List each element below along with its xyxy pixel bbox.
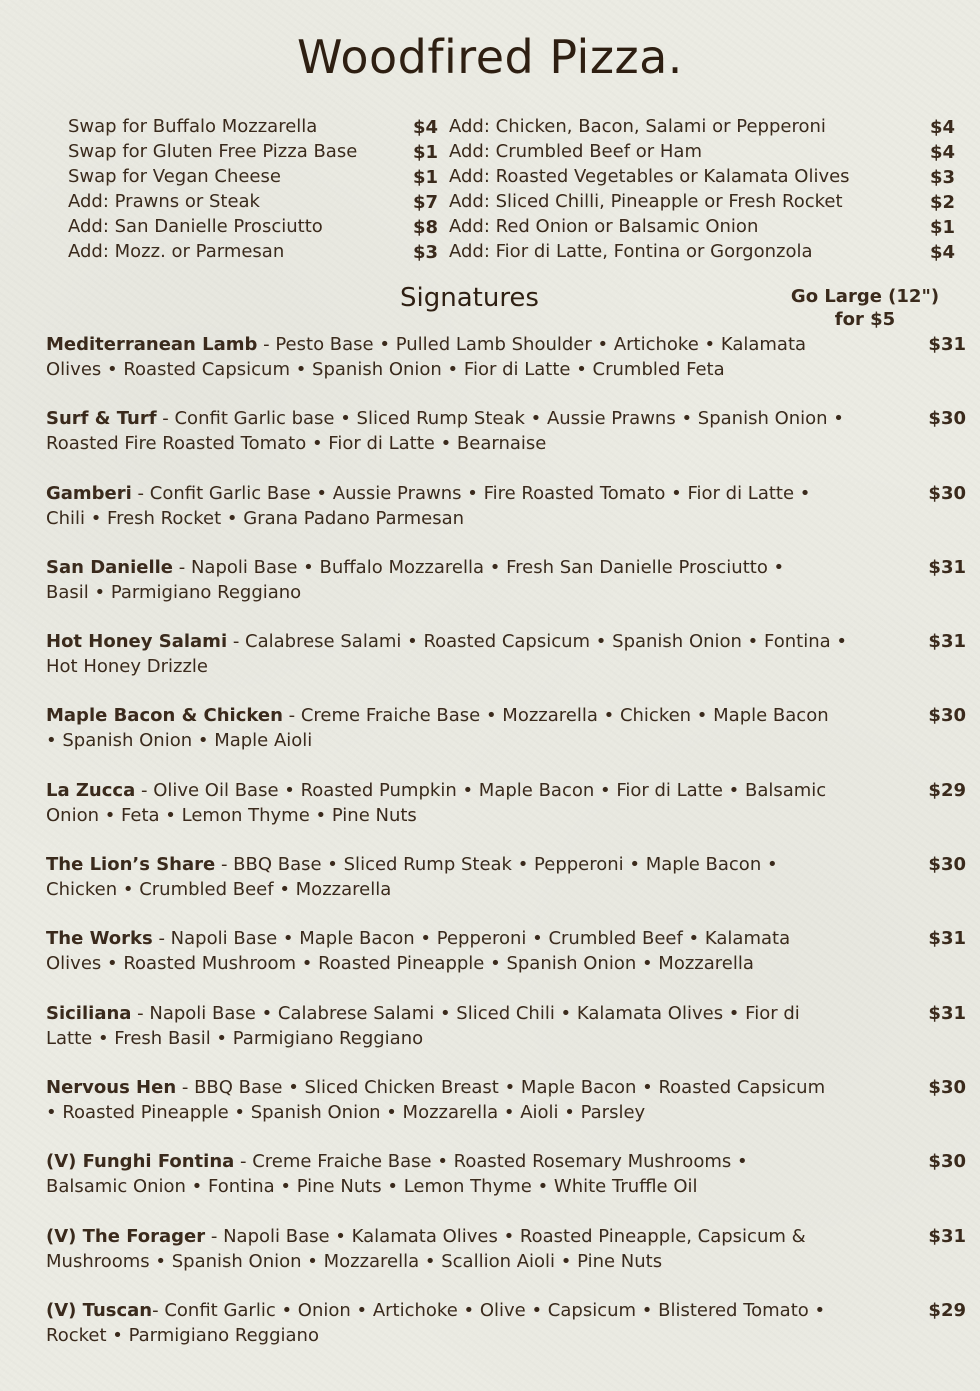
pizza-item <box>46 406 970 480</box>
pizza-price: $30 <box>928 1151 966 1173</box>
pizza-name: The Lion’s Share <box>46 854 216 876</box>
extra-price: $1 <box>412 167 438 188</box>
pizza-item <box>46 332 970 406</box>
extra-label: Add: San Danielle Prosciutto <box>68 216 323 237</box>
pizza-item <box>46 629 970 703</box>
pizza-toppings-line2: Olives • Roasted Mushroom • Roasted Pineapple • Spanish Onion • Mozzarella <box>46 953 754 975</box>
extra-label: Swap for Gluten Free Pizza Base <box>68 141 358 162</box>
pizza-toppings-line2: Hot Honey Drizzle <box>46 656 208 678</box>
pizza-price: $30 <box>928 482 966 504</box>
pizza-toppings-line2: Chicken • Crumbled Beef • Mozzarella <box>46 879 392 901</box>
pizza-toppings-line2: Mushrooms • Spanish Onion • Mozzarella • Scallion Aioli • Pine Nuts <box>46 1250 663 1272</box>
extra-row <box>449 214 955 239</box>
pizza-name: La Zucca <box>46 779 136 801</box>
pizza-toppings-line2: Onion • Feta • Lemon Thyme • Pine Nuts <box>46 804 417 826</box>
pizza-price: $31 <box>928 928 966 950</box>
pizza-name: (V) Funghi Fontina <box>46 1151 235 1173</box>
go-large-line: for $5 <box>834 309 896 330</box>
pizza-toppings-line2: Chili • Fresh Rocket • Grana Padano Parmesan <box>46 507 465 529</box>
pizza-name: Surf & Turf <box>46 408 157 430</box>
pizza-name: Hot Honey Salami <box>46 631 228 653</box>
extra-price: $7 <box>412 192 438 213</box>
extra-label: Add: Crumbled Beef or Ham <box>449 141 702 162</box>
pizza-price: $31 <box>928 334 966 355</box>
pizza-description <box>46 703 904 753</box>
pizza-price: $31 <box>928 1002 966 1024</box>
extra-label: Add: Prawns or Steak <box>68 191 260 212</box>
pizza-item <box>46 1001 970 1075</box>
pizza-description <box>46 629 904 679</box>
pizza-toppings-line1: - Pesto Base • Pulled Lamb Shoulder • Artichoke • Kalamata <box>257 334 807 355</box>
extra-row <box>68 139 438 164</box>
pizza-toppings-line1: - Napoli Base • Calabrese Salami • Sliced Chili • Kalamata Olives • Fior di <box>131 1002 800 1024</box>
extra-label: Add: Sliced Chilli, Pineapple or Fresh Rocket <box>449 191 843 212</box>
pizza-description <box>46 1224 904 1274</box>
signatures-heading: Signatures <box>400 283 539 313</box>
pizza-toppings-line1: - BBQ Base • Sliced Chicken Breast • Maple Bacon • Roasted Capsicum <box>176 1076 826 1098</box>
extra-row <box>449 164 955 189</box>
pizza-toppings-line1: - Calabrese Salami • Roasted Capsicum • Spanish Onion • Fontina • <box>227 631 847 653</box>
pizza-price: $29 <box>928 1299 966 1321</box>
pizza-name: Siciliana <box>46 1002 132 1024</box>
extra-row <box>449 114 955 139</box>
pizza-name: The Works <box>46 928 153 950</box>
pizza-name: Maple Bacon & Chicken <box>46 705 283 727</box>
pizza-name: Mediterranean Lamb <box>46 334 258 355</box>
extra-label: Add: Roasted Vegetables or Kalamata Olives <box>449 166 850 187</box>
pizza-price: $30 <box>928 854 966 876</box>
pizza-item <box>46 926 970 1000</box>
extra-row <box>68 214 438 239</box>
go-large-note <box>760 285 970 331</box>
extra-label: Add: Red Onion or Balsamic Onion <box>449 216 759 237</box>
extra-price: $1 <box>929 217 955 238</box>
pizza-item <box>46 778 970 852</box>
pizza-description <box>46 778 904 828</box>
extra-row <box>449 139 955 164</box>
extra-row <box>449 239 955 264</box>
pizza-name: (V) Tuscan <box>46 1299 153 1321</box>
pizza-description <box>46 481 904 531</box>
extra-row <box>449 189 955 214</box>
extra-price: $2 <box>929 192 955 213</box>
pizza-price: $30 <box>928 705 966 727</box>
pizza-toppings-line2: Rocket • Parmigiano Reggiano <box>46 1324 319 1346</box>
pizza-toppings-line1: - Napoli Base • Buffalo Mozzarella • Fresh San Danielle Prosciutto • <box>173 556 785 578</box>
pizza-price: $31 <box>928 631 966 653</box>
pizza-description <box>46 1149 904 1199</box>
pizza-price: $31 <box>928 556 966 578</box>
pizza-price: $30 <box>928 408 966 430</box>
pizza-toppings-line2: Olives • Roasted Capsicum • Spanish Onion • Fior di Latte • Crumbled Feta <box>46 359 725 380</box>
pizza-toppings-line1: - Napoli Base • Maple Bacon • Pepperoni • Crumbled Beef • Kalamata <box>152 928 791 950</box>
pizza-list <box>46 332 970 1372</box>
pizza-toppings-line1: - Confit Garlic Base • Aussie Prawns • Fire Roasted Tomato • Fior di Latte • <box>131 482 811 504</box>
extra-price: $4 <box>929 117 955 138</box>
pizza-price: $29 <box>928 779 966 801</box>
pizza-price: $31 <box>928 1225 966 1247</box>
extra-price: $8 <box>412 217 438 238</box>
pizza-toppings-line2: Basil • Parmigiano Reggiano <box>46 581 302 603</box>
pizza-item <box>46 1149 970 1223</box>
pizza-description <box>46 1298 904 1348</box>
pizza-item <box>46 703 970 777</box>
pizza-description <box>46 1075 904 1125</box>
pizza-item <box>46 1298 970 1372</box>
extra-price: $4 <box>929 142 955 163</box>
extra-price: $3 <box>412 242 438 263</box>
extra-row <box>68 239 438 264</box>
go-large-line: Go Large (12") <box>790 286 940 307</box>
pizza-toppings-line2: Balsamic Onion • Fontina • Pine Nuts • Lemon Thyme • White Truffle Oil <box>46 1176 698 1198</box>
pizza-name: San Danielle <box>46 556 174 578</box>
pizza-item <box>46 555 970 629</box>
pizza-description <box>46 1001 904 1051</box>
pizza-price: $30 <box>928 1076 966 1098</box>
extra-row <box>68 164 438 189</box>
pizza-item <box>46 852 970 926</box>
pizza-toppings-line2: • Roasted Pineapple • Spanish Onion • Mozzarella • Aioli • Parsley <box>46 1101 646 1123</box>
pizza-description <box>46 555 904 605</box>
pizza-toppings-line2: Latte • Fresh Basil • Parmigiano Reggiano <box>46 1027 424 1049</box>
pizza-toppings-line1: - BBQ Base • Sliced Rump Steak • Pepperoni • Maple Bacon • <box>215 854 778 876</box>
pizza-description <box>46 332 904 382</box>
pizza-name: (V) The Forager <box>46 1225 206 1247</box>
extra-price: $1 <box>412 142 438 163</box>
pizza-item <box>46 1075 970 1149</box>
extra-row <box>68 114 438 139</box>
pizza-item <box>46 481 970 555</box>
pizza-description <box>46 852 904 902</box>
pizza-description <box>46 926 904 976</box>
pizza-name: Gamberi <box>46 482 132 504</box>
pizza-toppings-line2: Roasted Fire Roasted Tomato • Fior di Latte • Bearnaise <box>46 433 547 455</box>
extra-label: Add: Mozz. or Parmesan <box>68 241 285 262</box>
extras-list-left <box>68 114 438 264</box>
pizza-description <box>46 406 904 456</box>
extra-price: $4 <box>929 242 955 263</box>
extra-row <box>68 189 438 214</box>
pizza-toppings-line1: - Olive Oil Base • Roasted Pumpkin • Maple Bacon • Fior di Latte • Balsamic <box>135 779 827 801</box>
extras-list-right <box>449 114 955 264</box>
pizza-name: Nervous Hen <box>46 1076 177 1098</box>
pizza-toppings-line1: - Napoli Base • Kalamata Olives • Roasted Pineapple, Capsicum & <box>205 1225 806 1247</box>
pizza-toppings-line1: - Confit Garlic • Onion • Artichoke • Olive • Capsicum • Blistered Tomato • <box>152 1299 826 1321</box>
pizza-toppings-line2: • Spanish Onion • Maple Aioli <box>46 730 313 752</box>
extra-label: Swap for Vegan Cheese <box>68 166 281 187</box>
extra-price: $3 <box>929 167 955 188</box>
extra-label: Add: Chicken, Bacon, Salami or Pepperoni <box>449 116 826 137</box>
pizza-toppings-line1: - Creme Fraiche Base • Mozzarella • Chicken • Maple Bacon <box>282 705 829 727</box>
pizza-item <box>46 1224 970 1298</box>
pizza-toppings-line1: - Creme Fraiche Base • Roasted Rosemary Mushrooms • <box>234 1151 748 1173</box>
menu-title: Woodfired Pizza. <box>297 30 683 84</box>
extra-price: $4 <box>412 117 438 138</box>
extra-label: Swap for Buffalo Mozzarella <box>68 116 318 137</box>
extra-label: Add: Fior di Latte, Fontina or Gorgonzola <box>449 241 813 262</box>
pizza-toppings-line1: - Confit Garlic base • Sliced Rump Steak • Aussie Prawns • Spanish Onion • <box>156 408 844 430</box>
